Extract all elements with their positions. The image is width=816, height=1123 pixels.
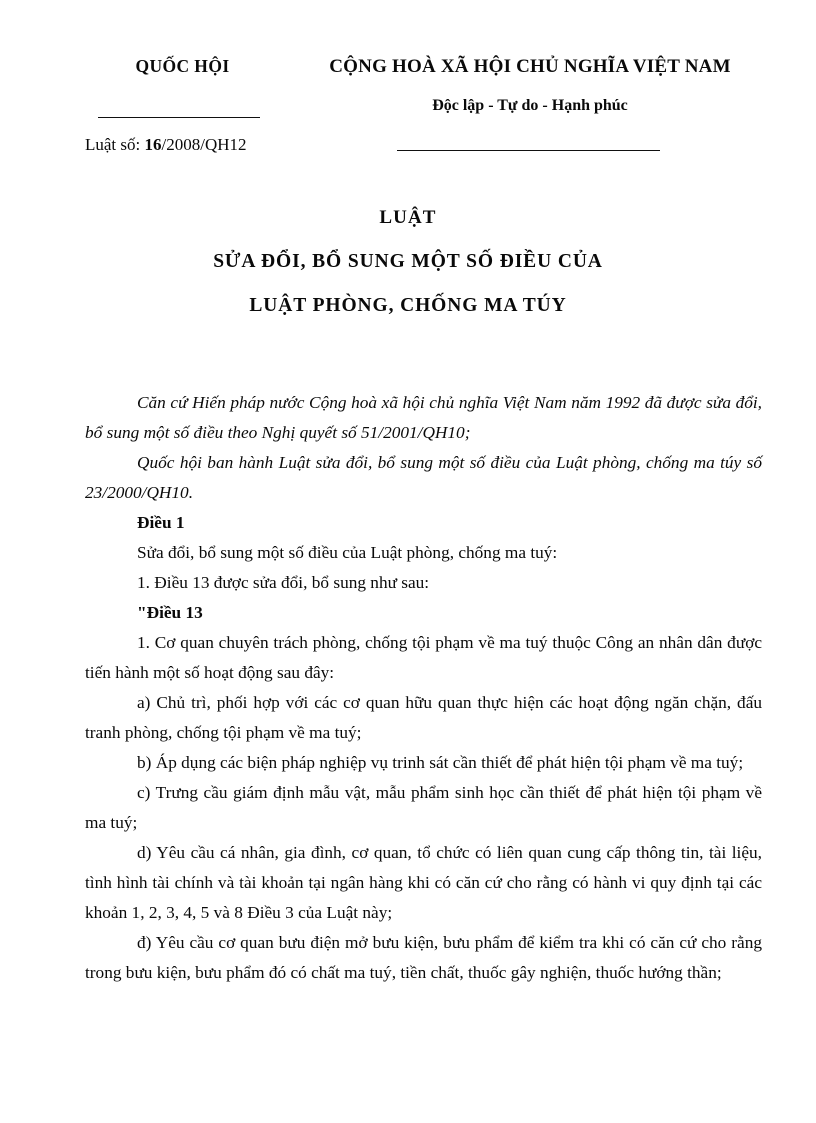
law-number-value-rest: /2008/QH12 (161, 135, 247, 154)
article-13-item-c: c) Trưng cầu giám định mẫu vật, mẫu phẩm sinh học cần thiết để phát hiện tội phạm về ma tuý; (85, 783, 762, 832)
article-13-item-a: a) Chủ trì, phối hợp với các cơ quan hữu quan thực hiện các hoạt động ngăn chặn, đấu tranh phòng, chống tội phạm về ma tuý; (85, 693, 762, 742)
article-13-clause-1: 1. Cơ quan chuyên trách phòng, chống tội phạm về ma tuý thuộc Công an nhân dân được tiến hành một số hoạt động sau đây: (85, 633, 762, 682)
article-13-heading: "Điều 13 (137, 603, 203, 622)
issuing-organization: QUỐC HỘI (135, 56, 230, 76)
article-1-heading: Điều 1 (137, 513, 185, 532)
preamble-paragraph-1: Căn cứ Hiến pháp nước Cộng hoà xã hội chủ nghĩa Việt Nam năm 1992 đã được sửa đổi, bổ sung một số điều theo Nghị quyết số 51/2001/QH10; (85, 393, 762, 442)
document-title-block (0, 205, 816, 319)
article-13-item-b: b) Áp dụng các biện pháp nghiệp vụ trinh sát cần thiết để phát hiện tội phạm về ma tuý; (137, 753, 744, 772)
document-header (0, 56, 816, 166)
article-13-item-dd: đ) Yêu cầu cơ quan bưu điện mở bưu kiện, bưu phẩm để kiểm tra khi có căn cứ cho rằng trong bưu kiện, bưu phẩm đó có chất ma tuý, tiền chất, thuốc gây nghiện, thuốc hướng thần; (85, 933, 762, 982)
header-left-divider (98, 117, 260, 118)
clause-1-intro: 1. Điều 13 được sửa đổi, bổ sung như sau: (137, 573, 430, 592)
article-1-intro: Sửa đổi, bổ sung một số điều của Luật phòng, chống ma tuý: (137, 543, 558, 562)
law-number-label: Luật số: (85, 135, 145, 154)
header-right-block (300, 56, 760, 116)
article-13-item-d: d) Yêu cầu cá nhân, gia đình, cơ quan, tổ chức có liên quan cung cấp thông tin, tài liệu, tình hình tài chính và tài khoản tại ngân hàng khi có căn cứ cho rằng có hành vi quy định tại các khoản 1, 2, 3, 4, 5 và 8 Điều 3 của Luật này; (85, 843, 762, 922)
national-motto: Độc lập - Tự do - Hạnh phúc (432, 97, 628, 114)
header-right-divider (397, 150, 660, 151)
header-left-block (85, 56, 280, 76)
page-title: LUẬT (379, 207, 437, 228)
preamble-paragraph-2: Quốc hội ban hành Luật sửa đổi, bổ sung một số điều của Luật phòng, chống ma túy số 23/2000/QH10. (85, 453, 762, 502)
law-number (85, 134, 247, 156)
law-number-value-bold: 16 (144, 135, 162, 154)
page-subtitle-line1: SỬA ĐỔI, BỔ SUNG MỘT SỐ ĐIỀU CỦA (213, 251, 603, 272)
nation-name: CỘNG HOÀ XÃ HỘI CHỦ NGHĨA VIỆT NAM (329, 56, 731, 77)
page-subtitle-line2: LUẬT PHÒNG, CHỐNG MA TÚY (249, 295, 567, 316)
document-body (85, 388, 762, 988)
